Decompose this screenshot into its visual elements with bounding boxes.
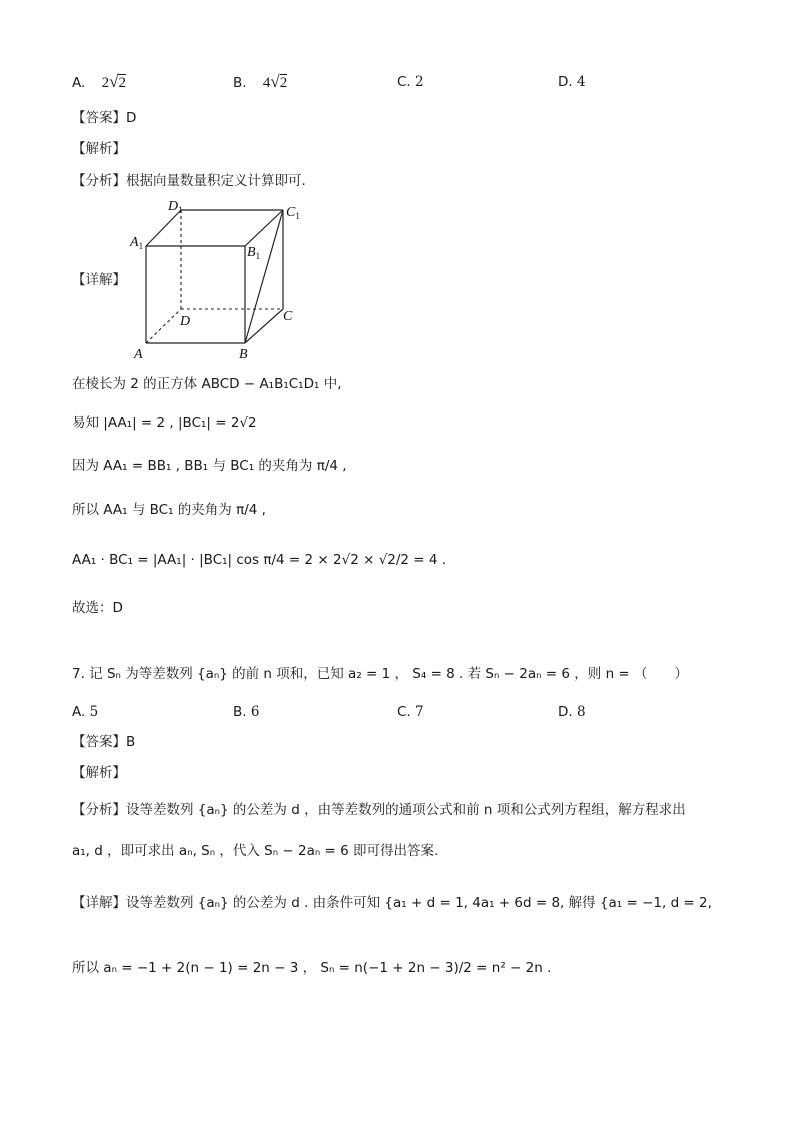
hidden-edge-ad	[146, 309, 181, 343]
q7-answer: 【答案】B	[72, 734, 136, 750]
q6-option-a	[72, 72, 126, 93]
option-value: 7	[415, 704, 424, 720]
q6-solution-line2: 易知 |AA₁| = 2 , |BC₁| = 2√2	[72, 415, 257, 431]
edge-a1d1	[146, 210, 181, 246]
option-value: 4	[576, 74, 586, 90]
option-label: B.	[233, 75, 247, 91]
option-label: C.	[397, 74, 411, 90]
option-label: A.	[72, 704, 86, 720]
option-label: C.	[397, 704, 411, 720]
q6-detail-label: 【详解】	[72, 272, 126, 288]
q6-solution-line5: AA₁ · BC₁ = |AA₁| · |BC₁| cos π/4 = 2 × 2√2 × √2/2 = 4 .	[72, 552, 447, 568]
diagonal-bc1	[245, 210, 283, 343]
vertex-label-a: A	[134, 347, 143, 362]
q6-option-d	[558, 72, 586, 92]
vertex-label-b: B	[239, 347, 248, 362]
option-value: 2√2	[101, 72, 126, 91]
q6-analysis: 【分析】根据向量数量积定义计算即可.	[72, 173, 306, 189]
q6-solution-line3: 因为 AA₁ = BB₁ , BB₁ 与 BC₁ 的夹角为 π/4 ,	[72, 458, 347, 474]
option-value: 8	[576, 704, 586, 720]
q7-analysis-line1: 【分析】设等差数列 {aₙ} 的公差为 d ，由等差数列的通项公式和前 n 项和公式列方程组，解方程求出	[72, 802, 686, 818]
vertex-label-d1: $D_1$	[168, 199, 183, 215]
cube-diagram	[128, 196, 310, 362]
q7-stem: 7. 记 Sₙ 为等差数列 {aₙ} 的前 n 项和，已知 a₂ = 1 ， S₄ = 8 . 若 Sₙ − 2aₙ = 6 ，则 n = （ ）	[72, 666, 689, 682]
q6-solution-line1: 在棱长为 2 的正方体 ABCD − A₁B₁C₁D₁ 中,	[72, 376, 342, 392]
q7-analysis-heading: 【解析】	[72, 765, 126, 781]
q7-final: 所以 aₙ = −1 + 2(n − 1) = 2n − 3 ， Sₙ = n(−1 + 2n − 3)/2 = n² − 2n .	[72, 960, 552, 976]
option-label: D.	[558, 74, 573, 90]
q7-option-a	[72, 702, 98, 722]
q7-option-d	[558, 702, 586, 722]
q6-option-c	[397, 72, 424, 92]
vertex-label-c1: $C_1$	[286, 205, 300, 221]
option-label: A.	[72, 75, 86, 91]
option-label: B.	[233, 704, 247, 720]
q6-choice: 故选：D	[72, 600, 123, 616]
q6-solution-line4: 所以 AA₁ 与 BC₁ 的夹角为 π/4 ,	[72, 502, 266, 518]
q7-analysis-line2: a₁, d ，即可求出 aₙ, Sₙ ，代入 Sₙ − 2aₙ = 6 即可得出答案.	[72, 843, 439, 859]
q6-analysis-heading: 【解析】	[72, 141, 126, 157]
q6-answer: 【答案】D	[72, 110, 137, 126]
option-value: 5	[89, 704, 99, 720]
option-value: 6	[250, 704, 260, 720]
q7-option-c	[397, 702, 424, 722]
vertex-label-c: C	[283, 309, 293, 324]
option-value: 2	[415, 74, 424, 90]
vertex-label-b1: $B_1$	[247, 245, 261, 261]
vertex-label-a1: $A_1$	[130, 235, 144, 251]
option-label: D.	[558, 704, 573, 720]
q6-option-b	[233, 72, 287, 93]
option-value: 4√2	[262, 72, 288, 91]
q7-option-b	[233, 702, 259, 722]
q7-detail: 【详解】设等差数列 {aₙ} 的公差为 d . 由条件可知 {a₁ + d = 1, 4a₁ + 6d = 8, 解得 {a₁ = −1, d = 2,	[72, 895, 712, 911]
edge-bc	[245, 309, 283, 343]
vertex-label-d: D	[180, 314, 191, 329]
